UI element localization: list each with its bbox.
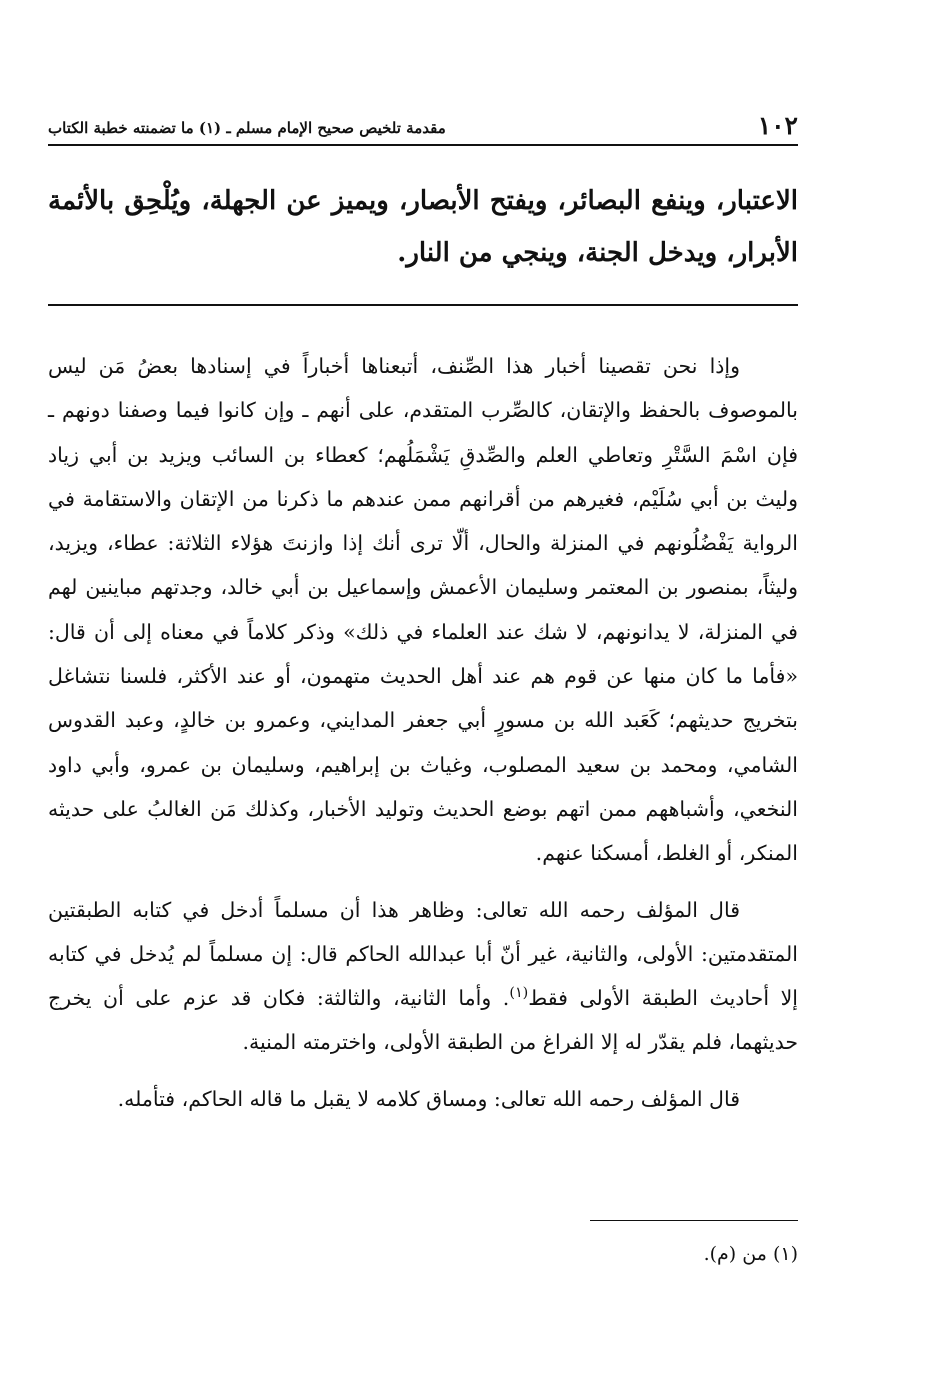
matn-separator <box>48 304 798 306</box>
matn-text: الاعتبار، وينفع البصائر، ويفتح الأبصار، ويميز عن الجهلة، ويُلْحِق بالأئمة الأبرار، ويدخل الجنة، وينجي من النار. <box>48 186 798 268</box>
paragraph-1: وإذا نحن تقصينا أخبار هذا الصِّنف، أتبعناها أخباراً في إسنادها بعضُ مَن ليس بالموصوف بالحفظ والإتقان، كالصِّرب المتقدم، على أنهم ـ وإن كانوا فيما وصفنا دونهم ـ فإن اسْمَ السَّتْرِ وتعاطي العلم والصِّدقِ يَشْمَلُهم؛ كعطاء بن السائب ويزيد بن أبي زياد وليث بن أبي سُلَيْم، فغيرهم من أقرانهم ممن عندهم ما ذكرنا من الإتقان والاستقامة في الرواية يَفْضُلُونهم في المنزلة والحال، ألّا ترى أنك إذا وازنتَ هؤلاء الثلاثة: عطاء، ويزيد، وليثاً، بمنصور بن المعتمر وسليمان الأعمش وإسماعيل بن أبي خالد، وجدتهم مباينين لهم في المنزلة، لا يدانونهم، لا شك عند العلماء في ذلك» وذكر كلاماً في معناه إلى أن قال: «فأما ما كان منها عن قوم هم عند أهل الحديث متهمون، أو عند الأكثر، فلسنا نتشاغل بتخريج حديثهم؛ كَعَبد الله بن مسورٍ أبي جعفر المدايني، وعمرو بن خالدٍ، وعبد القدوس الشامي، ومحمد بن سعيد المصلوب، وغياث بن إبراهيم، وسليمان بن عمرو، وأبي داود النخعي، وأشباههم ممن اتهم بوضع الحديث وتوليد الأخبار، وكذلك مَن الغالبُ على حديثه المنكر، أو الغلط، أمسكنا عنهم. <box>48 354 798 866</box>
footnote-1: (١) من (م). <box>703 1243 798 1265</box>
page-number: ١٠٢ <box>757 111 798 140</box>
paragraph-2-text-b: . وأما الثانية، والثالثة: فكان قد عزم على أن يخرج حديثهما، فلم يقدّر له إلا الفراغ من الطبقة الأولى، واخترمته المنية. <box>48 986 798 1055</box>
footnote-separator <box>590 1220 798 1221</box>
footnote-ref-1[interactable]: (١) <box>509 985 529 1002</box>
page-header <box>48 110 798 146</box>
paragraph-3: قال المؤلف رحمه الله تعالى: ومساق كلامه لا يقبل ما قاله الحاكم، فتأمله. <box>117 1086 740 1111</box>
running-title: مقدمة تلخيص صحيح الإمام مسلم ـ (١) ما تضمنته خطبة الكتاب <box>48 119 446 137</box>
commentary-body <box>48 344 798 1121</box>
paragraph-2 <box>48 888 798 1065</box>
paragraph-2-text-a: قال المؤلف رحمه الله تعالى: وظاهر هذا أن مسلماً أدخل في كتابه الطبقتين المتقدمتين: الأولى، والثانية، غير أنّ أبا عبدالله الحاكم قال: إن مسلماً لم يُدخل في كتابه إلا أحاديث الطبقة الأولى فقط <box>48 897 798 1011</box>
